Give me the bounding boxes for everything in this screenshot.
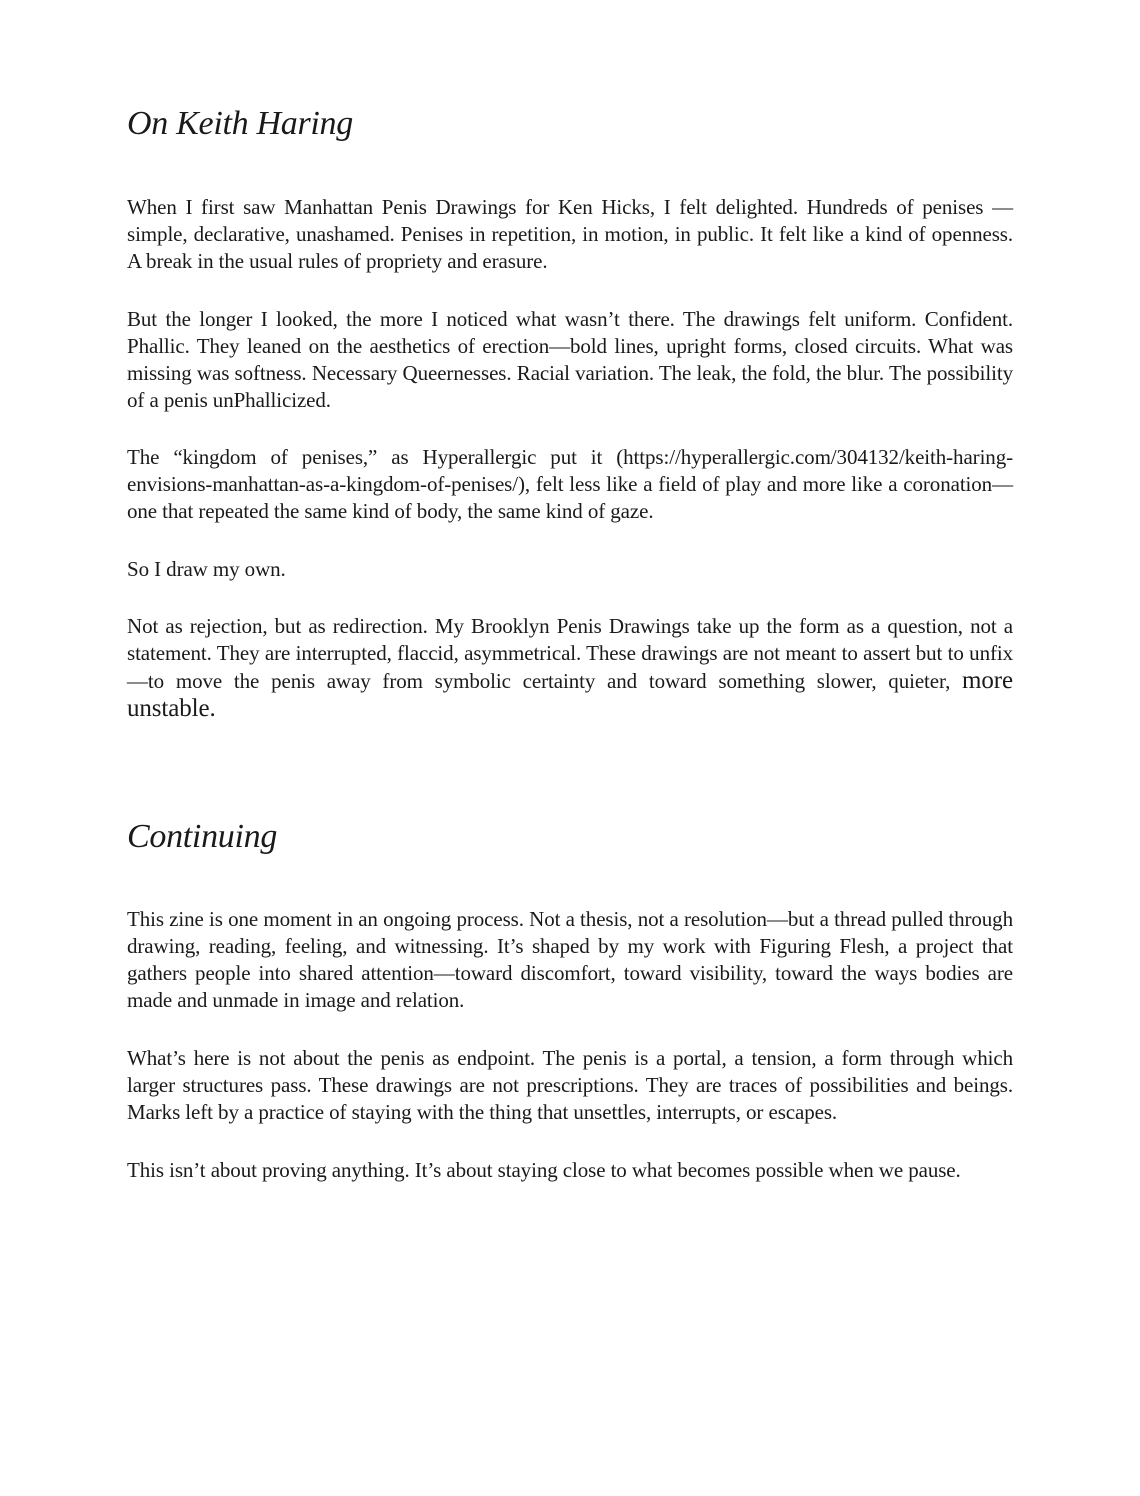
paragraph: When I first saw Manhattan Penis Drawings for Ken Hicks, I felt delighted. Hundreds of penises —simple, declarative, unashamed. Penises in repetition, in motion, in public. It felt like a kind of openness. A break in the usual rules of propriety and erasure. xyxy=(127,195,1013,273)
section-title-continuing: Continuing xyxy=(127,818,278,855)
paragraph: So I draw my own. xyxy=(127,557,286,581)
paragraph xyxy=(127,613,1013,723)
paragraph: But the longer I looked, the more I noticed what wasn’t there. The drawings felt uniform. Confident. Phallic. They leaned on the aesthetics of erection—bold lines, upright forms, closed circuits. What was missing was softness. Necessary Queernesses. Racial variation. The leak, the fold, the blur. The possibility of a penis unPhallicized. xyxy=(127,307,1013,412)
paragraph: What’s here is not about the penis as endpoint. The penis is a portal, a tension, a form through which larger structures pass. These drawings are not prescriptions. They are traces of possibilities and beings. Marks left by a practice of staying with the thing that unsettles, interrupts, or escapes. xyxy=(127,1046,1013,1124)
paragraph-text: Not as rejection, but as redirection. My Brooklyn Penis Drawings take up the form as a question, not a statement. They are interrupted, flaccid, asymmetrical. These drawings are not meant to assert but to unfix—to move the penis away from symbolic certainty and toward something slower, quieter, xyxy=(127,614,1013,693)
section-title-on-keith-haring: On Keith Haring xyxy=(127,105,353,142)
paragraph: This isn’t about proving anything. It’s about staying close to what becomes possible when we pause. xyxy=(127,1158,961,1182)
paragraph: The “kingdom of penises,” as Hyperallergic put it (https://hyperallergic.com/304132/keith-haring-envisions-manhattan-as-a-kingdom-of-penises/), felt less like a field of play and more like a coronation—one that repeated the same kind of body, the same kind of gaze. xyxy=(127,445,1013,523)
paragraph-emphasis: more unstable. xyxy=(127,667,1013,722)
paragraph: This zine is one moment in an ongoing process. Not a thesis, not a resolution—but a thread pulled through drawing, reading, feeling, and witnessing. It’s shaped by my work with Figuring Flesh, a project that gathers people into shared attention—toward discomfort, toward visibility, toward the ways bodies are made and unmade in image and relation. xyxy=(127,907,1013,1012)
